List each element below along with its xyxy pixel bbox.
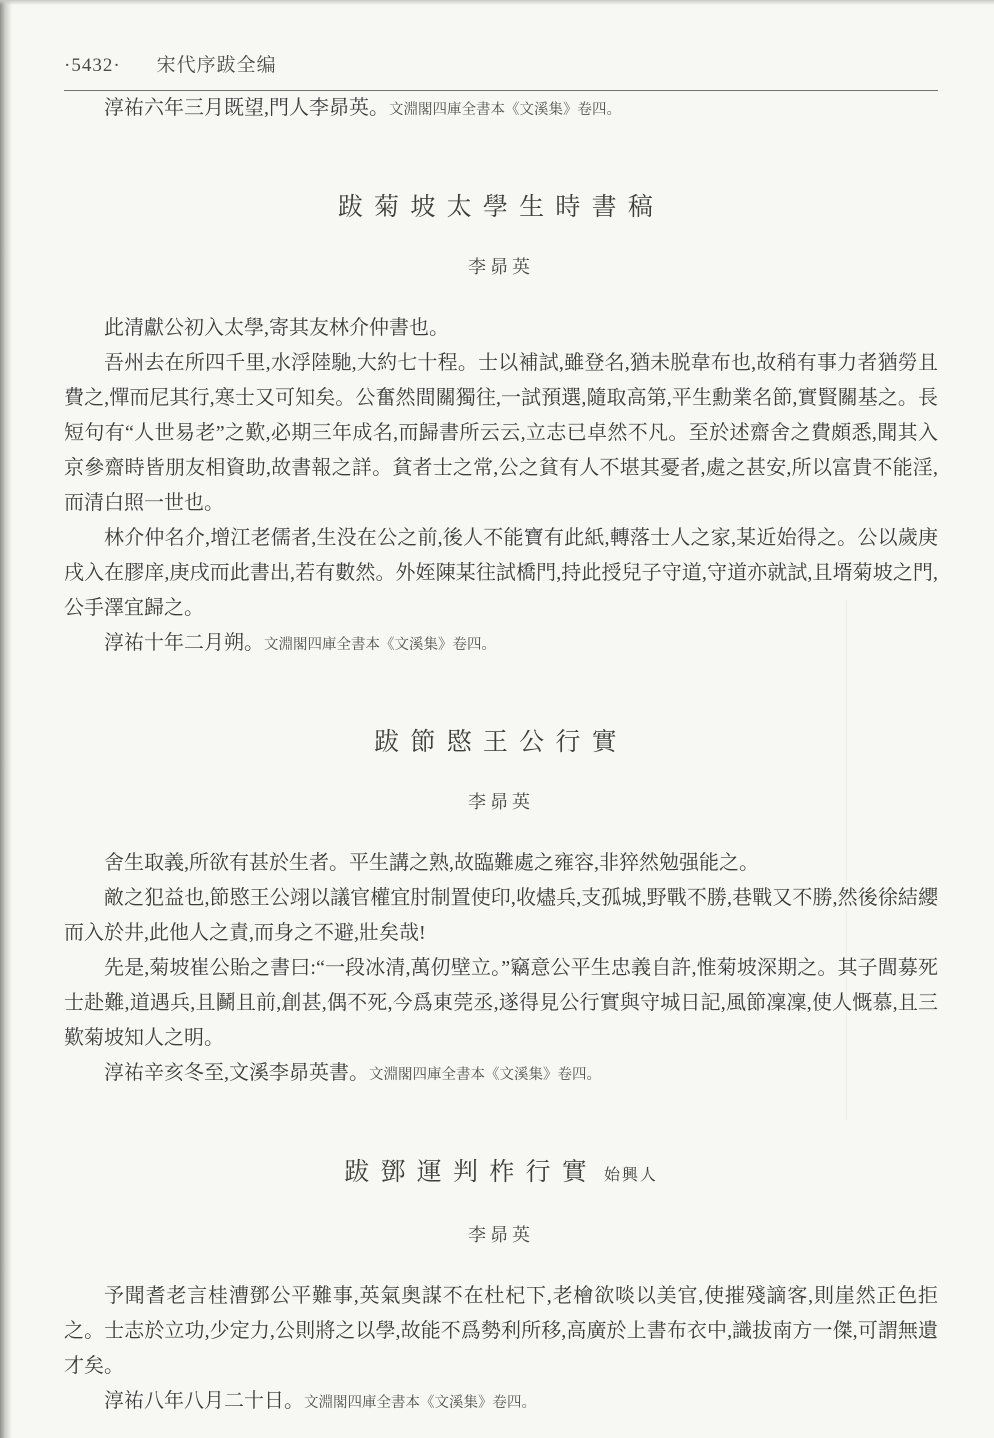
section-title	[64, 190, 938, 225]
paragraph: 吾州去在所四千里,水浮陸馳,大約七十程。士以補試,雖登名,猶未脱韋布也,故稍有事力者猶勞且費之,憚而尼其行,寒士又可知矣。公奮然間關獨往,一試預選,隨取高第,平生勳業名節,實賢關基之。長短句有“人世易老”之歎,必期三年成名,而歸書所云云,立志已卓然不凡。至於述齋舍之費頗悉,聞其入京參齋時皆朋友相資助,故書報之詳。貧者士之常,公之貧有人不堪其憂者,處之甚安,所以富貴不能淫,而清白照一世也。	[64, 352, 938, 514]
dateline-citation: 文淵閣四庫全書本《文溪集》卷四。	[369, 1067, 601, 1083]
section-title-note: 始興人	[604, 1167, 658, 1184]
section-title-text: 跋節愍王公行實	[374, 729, 628, 756]
book-title: 宋代序跋全编	[156, 55, 277, 76]
page-body	[64, 91, 938, 1421]
section-jie-min-wang-gong	[64, 725, 938, 1093]
dateline	[64, 626, 938, 663]
page-number: ·5432·	[64, 55, 121, 76]
section-title-text: 跋菊坡太學生時書稿	[337, 194, 665, 221]
section-author: 李昴英	[468, 1225, 534, 1245]
paragraph: 先是,菊坡崔公貽之書曰:“一段冰清,萬仞壁立。”竊意公平生忠義自許,惟菊坡深期之。其子閭募死士赴難,道遇兵,且鬭且前,創甚,偶不死,今爲東莞丞,遂得見公行實與守城日記,風節凜凜,使人慨慕,且三歎菊坡知人之明。	[64, 957, 938, 1049]
section-author: 李昴英	[468, 257, 534, 277]
paragraph: 敵之犯益也,節愍王公翊以議官權宜肘制置使印,收燼兵,支孤城,野戰不勝,巷戰又不勝,然後徐結纓而入於井,此他人之責,而身之不避,壯矣哉!	[64, 887, 938, 944]
section-title-text: 跋鄧運判柞行實	[344, 1159, 598, 1186]
section-body	[64, 846, 938, 1093]
section-author: 李昴英	[468, 792, 534, 812]
dateline	[64, 1384, 938, 1421]
section-ju-po-shu-gao	[64, 190, 938, 663]
paragraph: 予聞耆老言桂漕鄧公平難事,英氣奥謀不在杜杞下,老檜欲啖以美官,使摧殘謫客,則崖然正色拒之。士志於立功,少定力,公則將之以學,故能不爲勢利所移,高廣於上書布衣中,識拔南方一傑,可謂無遺才矣。	[64, 1285, 938, 1377]
dateline-text: 淳祐八年八月二十日。	[104, 1390, 304, 1412]
dateline-citation: 文淵閣四庫全書本《文溪集》卷四。	[304, 1395, 536, 1411]
paragraph: 舍生取義,所欲有甚於生者。平生講之熟,故臨難處之雍容,非猝然勉强能之。	[104, 852, 759, 874]
section-title	[64, 725, 938, 760]
dateline-text: 淳祐辛亥冬至,文溪李昴英書。	[104, 1062, 369, 1084]
paragraph: 林介仲名介,增江老儒者,生没在公之前,後人不能寶有此紙,轉落士人之家,某近始得之。公以歲庚戌入在膠庠,庚戌而此書出,若有數然。外姪陳某往試橋門,持此授兒子守道,守道亦就試,且壻菊坡之門,公手澤宜歸之。	[64, 527, 938, 619]
leading-line-text: 淳祐六年三月既望,門人李昴英。	[104, 97, 389, 119]
dateline-citation: 文淵閣四庫全書本《文溪集》卷四。	[264, 637, 496, 653]
section-title	[64, 1155, 938, 1193]
paragraph: 此清獻公初入太學,寄其友林介仲書也。	[104, 317, 449, 339]
leading-line-citation: 文淵閣四庫全書本《文溪集》卷四。	[389, 102, 621, 118]
page-header	[64, 50, 938, 77]
dateline-text: 淳祐十年二月朔。	[104, 632, 264, 654]
dateline	[64, 1056, 938, 1093]
section-deng-yun-pan	[64, 1155, 938, 1421]
section-body	[64, 311, 938, 663]
section-body	[64, 1279, 938, 1421]
leading-line	[64, 91, 938, 128]
